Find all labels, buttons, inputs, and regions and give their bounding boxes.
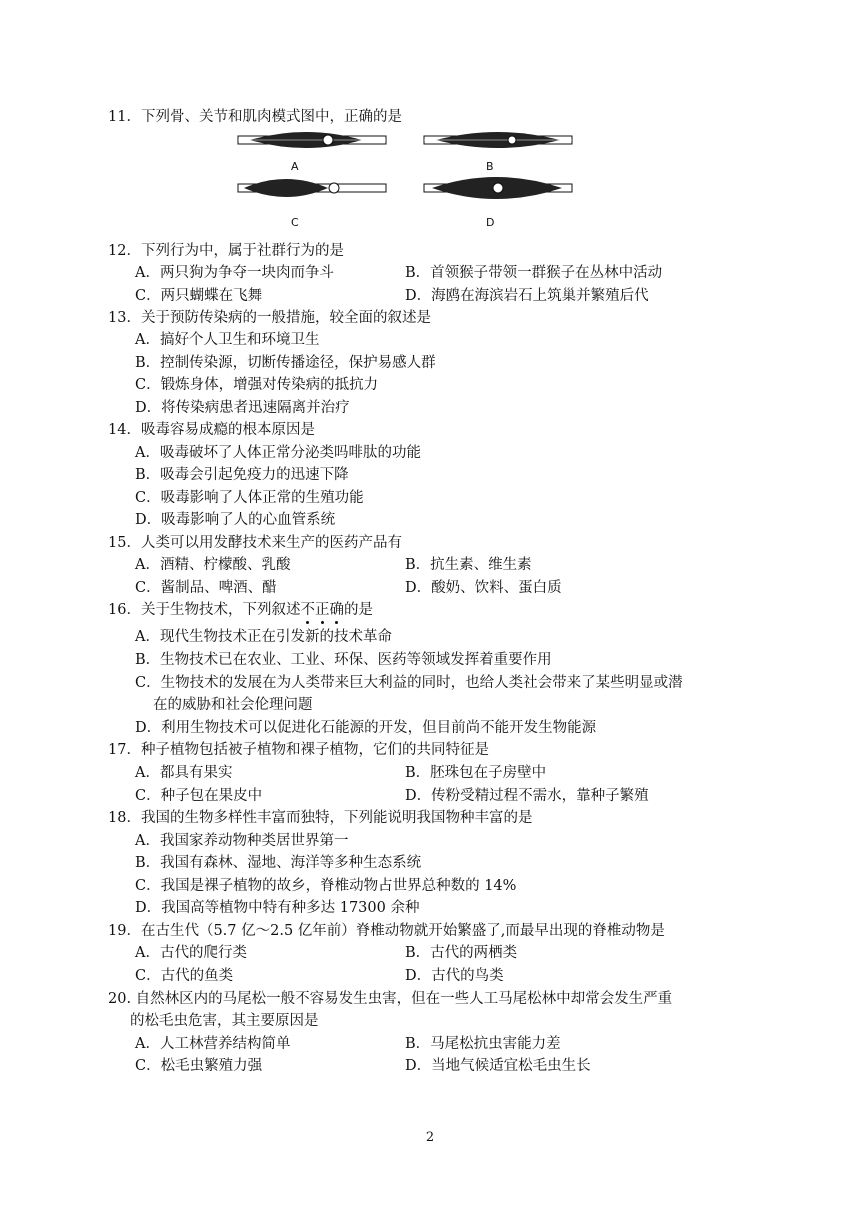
question-12-stem: 12．下列行为中，属于社群行为的是	[108, 243, 344, 259]
question-20-stem: 20. 自然林区内的马尾松一般不容易发生虫害，但在一些人工马尾松林中却常会发生严重	[108, 991, 673, 1007]
question-12-option-c[interactable]: C．两只蝴蝶在飞舞	[135, 288, 263, 304]
question-13-option-b[interactable]: B．控制传染源，切断传播途径，保护易感人群	[135, 355, 436, 371]
question-19-option-b[interactable]: B．古代的两栖类	[405, 945, 518, 961]
figure-label-d: D	[486, 216, 495, 229]
question-15-option-c[interactable]: C．酱制品、啤酒、醋	[135, 580, 277, 596]
question-16-option-b[interactable]: B．生物技术已在农业、工业、环保、医药等领域发挥着重要作用	[135, 652, 552, 668]
question-18-option-d[interactable]: D．我国高等植物中特有种多达 17300 余种	[135, 900, 420, 916]
question-16-option-c-continued: 在的威胁和社会伦理问题	[153, 697, 313, 713]
question-19-stem: 19．在古生代（5.7 亿～2.5 亿年前）脊椎动物就开始繁盛了,而最早出现的脊椎动物是	[108, 923, 665, 939]
question-12-option-b[interactable]: B．首领猴子带领一群猴子在丛林中活动	[405, 265, 663, 281]
question-14-option-b[interactable]: B．吸毒会引起免疫力的迅速下降	[135, 467, 349, 483]
question-18-option-c[interactable]: C．我国是裸子植物的故乡，脊椎动物占世界总种数的 14%	[135, 878, 517, 894]
figure-d	[424, 177, 572, 229]
question-15-option-b[interactable]: B．抗生素、维生素	[405, 557, 532, 573]
question-16-stem-start: 16．关于生物技术，下列叙述	[108, 602, 301, 618]
emphasis-char: 正	[315, 599, 330, 621]
question-12-option-d[interactable]: D．海鸥在海滨岩石上筑巢并繁殖后代	[405, 288, 649, 304]
question-15-stem: 15．人类可以用发酵技术来生产的医药产品有	[108, 535, 402, 551]
question-18-option-b[interactable]: B．我国有森林、湿地、海洋等多种生态系统	[135, 855, 422, 871]
question-16-option-a[interactable]: A．现代生物技术正在引发新的技术革命	[135, 629, 392, 645]
page-number: 2	[425, 1130, 435, 1145]
question-20-option-d[interactable]: D．当地气候适宜松毛虫生长	[405, 1058, 591, 1074]
question-13-option-a[interactable]: A．搞好个人卫生和环境卫生	[135, 332, 320, 348]
figure-b	[424, 132, 572, 173]
question-13-stem: 13．关于预防传染病的一般措施，较全面的叙述是	[108, 310, 431, 326]
question-19-option-a[interactable]: A．古代的爬行类	[135, 945, 247, 961]
question-14-option-a[interactable]: A．吸毒破坏了人体正常分泌类吗啡肽的功能	[135, 445, 421, 461]
question-15-option-d[interactable]: D．酸奶、饮料、蛋白质	[405, 580, 562, 596]
question-14-option-d[interactable]: D．吸毒影响了人的心血管系统	[135, 512, 336, 528]
question-20-option-b[interactable]: B．马尾松抗虫害能力差	[405, 1036, 561, 1052]
question-19-option-d[interactable]: D．古代的鸟类	[405, 968, 504, 984]
question-16-stem-end: 的是	[343, 602, 373, 618]
figure-c	[238, 179, 386, 229]
question-17-option-b[interactable]: B．胚珠包在子房壁中	[405, 765, 547, 781]
question-16-option-d[interactable]: D．利用生物技术可以促进化石能源的开发，但目前尚不能开发生物能源	[135, 720, 597, 736]
question-13-option-d[interactable]: D．将传染病患者迅速隔离并治疗	[135, 400, 350, 416]
figure-label-b: B	[486, 160, 494, 173]
question-20-option-a[interactable]: A．人工林营养结构简单	[135, 1036, 291, 1052]
question-12-option-a[interactable]: A．两只狗为争夺一块肉而争斗	[135, 265, 334, 281]
figure-label-a: A	[291, 160, 299, 173]
question-15-option-a[interactable]: A．酒精、柠檬酸、乳酸	[135, 557, 291, 573]
question-18-option-a[interactable]: A．我国家养动物种类居世界第一	[135, 833, 349, 849]
figure-a	[238, 132, 386, 173]
question-14-option-c[interactable]: C．吸毒影响了人体正常的生殖功能	[135, 490, 364, 506]
question-17-option-a[interactable]: A．都具有果实	[135, 765, 233, 781]
question-13-option-c[interactable]: C．锻炼身体，增强对传染病的抵抗力	[135, 377, 379, 393]
question-11-stem: 11．下列骨、关节和肌肉模式图中，正确的是	[108, 109, 402, 125]
emphasis-char: 不	[300, 599, 315, 621]
question-18-stem: 18．我国的生物多样性丰富而独特，下列能说明我国物种丰富的是	[108, 810, 533, 826]
question-20-stem-continued: 的松毛虫危害，其主要原因是	[130, 1013, 319, 1029]
question-17-option-d[interactable]: D．传粉受精过程不需水，靠种子繁殖	[405, 788, 649, 804]
bone-joint-muscle-figure	[236, 126, 576, 234]
question-16-stem	[108, 599, 373, 621]
figure-label-c: C	[291, 216, 299, 229]
question-19-option-c[interactable]: C．古代的鱼类	[135, 968, 234, 984]
question-17-option-c[interactable]: C．种子包在果皮中	[135, 788, 263, 804]
question-16-option-c[interactable]: C．生物技术的发展在为人类带来巨大利益的同时，也给人类社会带来了某些明显或潜	[135, 675, 683, 691]
question-20-option-c[interactable]: C．松毛虫繁殖力强	[135, 1058, 263, 1074]
question-14-stem: 14．吸毒容易成瘾的根本原因是	[108, 422, 315, 438]
question-17-stem: 17．种子植物包括被子植物和裸子植物，它们的共同特征是	[108, 742, 489, 758]
emphasis-char: 确	[329, 599, 344, 621]
